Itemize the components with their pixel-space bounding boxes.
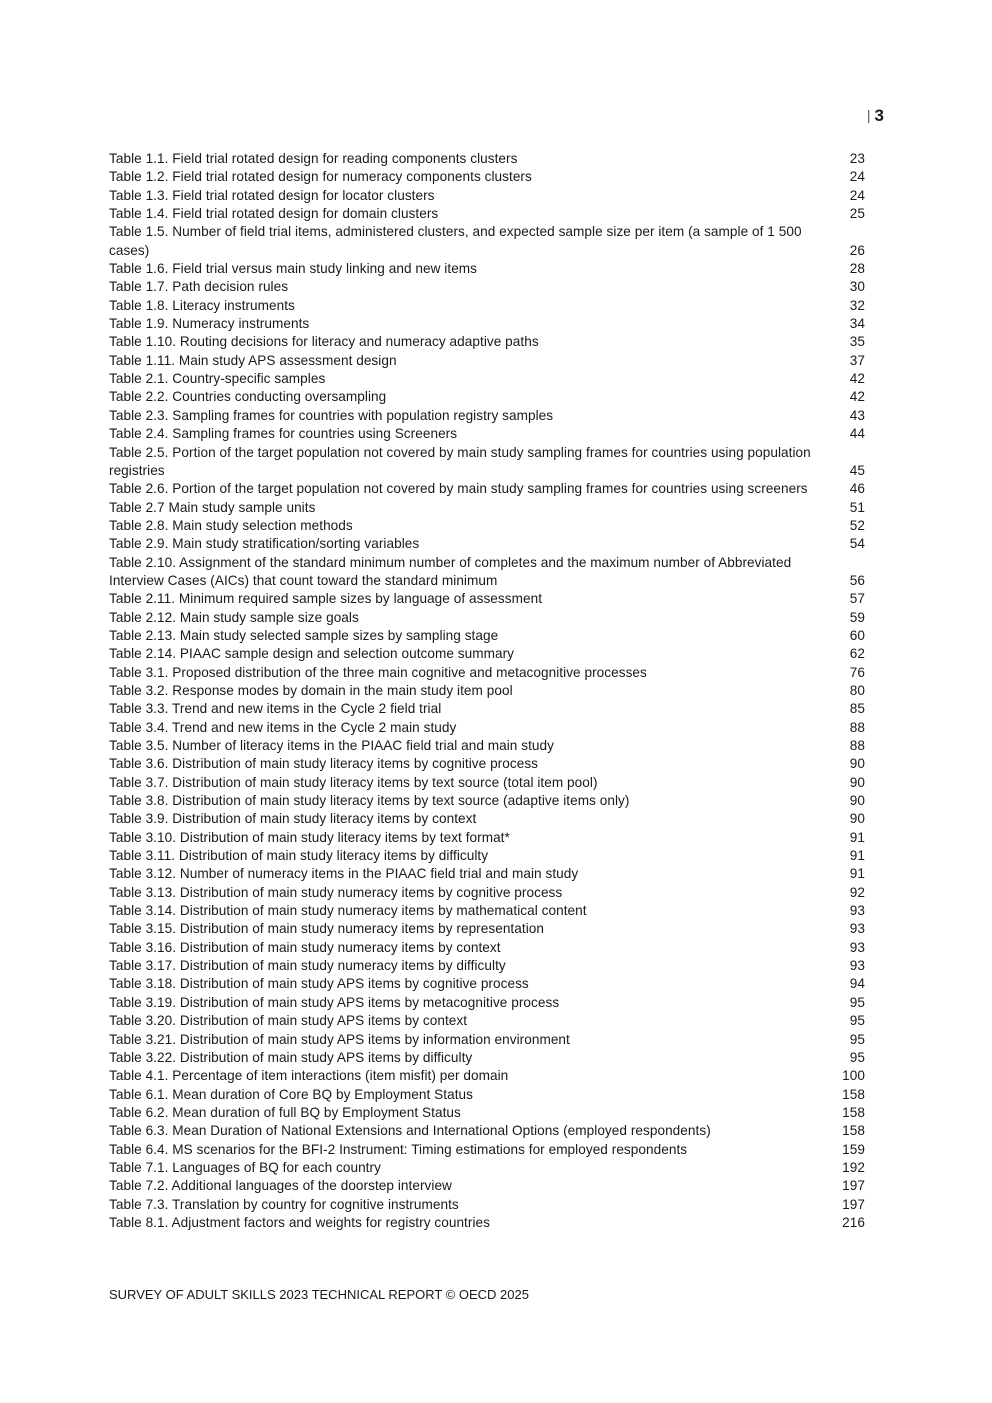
page-number-value: 3	[874, 106, 884, 125]
toc-entry-title: Table 3.16. Distribution of main study numeracy items by context	[109, 939, 501, 955]
toc-entry-title: Table 7.2. Additional languages of the doorstep interview	[109, 1178, 452, 1194]
toc-entry-page: 34	[849, 316, 865, 332]
toc-entry[interactable]	[109, 1141, 865, 1159]
toc-entry[interactable]	[109, 1031, 865, 1049]
toc-entry[interactable]	[109, 1012, 865, 1030]
toc-entry[interactable]	[109, 975, 865, 993]
toc-entry-title: Table 2.7 Main study sample units	[109, 499, 316, 515]
toc-entry-page: 95	[849, 994, 865, 1010]
toc-entry-title: Table 3.9. Distribution of main study literacy items by context	[109, 811, 477, 827]
toc-entry[interactable]	[109, 333, 865, 351]
toc-entry-page: 95	[849, 1049, 865, 1065]
toc-entry-title: Table 1.4. Field trial rotated design for domain clusters	[109, 206, 439, 222]
toc-entry-title: Table 3.18. Distribution of main study APS items by cognitive process	[109, 976, 529, 992]
toc-entry-page: 25	[849, 206, 865, 222]
toc-entry-page: 32	[849, 297, 865, 313]
toc-entry-page: 24	[849, 187, 865, 203]
toc-entry-page: 95	[849, 1013, 865, 1029]
toc-entry[interactable]	[109, 388, 865, 406]
toc-entry-page: 24	[849, 169, 865, 185]
page-number-separator: |	[866, 107, 871, 123]
toc-entry-title: Table 3.1. Proposed distribution of the three main cognitive and metacognitive processes	[109, 664, 647, 680]
toc-entry[interactable]	[109, 865, 865, 883]
page-number	[867, 106, 884, 126]
toc-entry[interactable]	[109, 1104, 865, 1122]
toc-entry-title: Table 3.19. Distribution of main study APS items by metacognitive process	[109, 994, 560, 1010]
toc-entry-title: Table 6.1. Mean duration of Core BQ by Employment Status	[109, 1086, 473, 1102]
toc-entry-title: Table 2.8. Main study selection methods	[109, 517, 353, 533]
toc-entry[interactable]	[109, 444, 865, 481]
toc-entry-title: Table 3.8. Distribution of main study literacy items by text source (adaptive items only)	[109, 793, 630, 809]
toc-entry-page: 95	[849, 1031, 865, 1047]
toc-entry-title: Table 6.3. Mean Duration of National Extensions and International Options (employed respondents)	[109, 1123, 711, 1139]
toc-entry-title: Table 4.1. Percentage of item interactions (item misfit) per domain	[109, 1068, 509, 1084]
toc-entry-page: 88	[849, 719, 865, 735]
toc-entry-title: Table 3.5. Number of literacy items in the PIAAC field trial and main study	[109, 738, 554, 753]
toc-entry-title: Table 3.22. Distribution of main study APS items by difficulty	[109, 1049, 473, 1065]
toc-entry[interactable]	[109, 1159, 865, 1177]
toc-entry[interactable]	[109, 719, 865, 737]
toc-entry[interactable]	[109, 425, 865, 443]
toc-entry[interactable]	[109, 902, 865, 920]
toc-entry[interactable]	[109, 829, 865, 847]
toc-entry-page: 57	[849, 591, 865, 607]
toc-entry[interactable]	[109, 1049, 865, 1067]
toc-entry[interactable]	[109, 278, 865, 296]
toc-entry-page: 158	[842, 1123, 865, 1139]
toc-entry-title: Table 7.1. Languages of BQ for each country	[109, 1159, 381, 1175]
toc-entry-title: Table 2.14. PIAAC sample design and selection outcome summary	[109, 646, 515, 662]
toc-entry-page: 37	[849, 352, 865, 368]
toc-entry[interactable]	[109, 535, 865, 553]
toc-entry[interactable]	[109, 150, 865, 168]
toc-entry[interactable]	[109, 957, 865, 975]
toc-entry-title: Table 3.14. Distribution of main study numeracy items by mathematical content	[109, 903, 587, 919]
toc-entry-title: Table 3.17. Distribution of main study numeracy items by difficulty	[109, 958, 506, 974]
toc-entry[interactable]	[109, 187, 865, 205]
toc-entry-title: Table 3.20. Distribution of main study APS items by context	[109, 1013, 468, 1029]
toc-entry-page: 93	[849, 921, 865, 937]
toc-entry[interactable]	[109, 480, 865, 498]
toc-entry[interactable]	[109, 223, 865, 260]
toc-entry[interactable]	[109, 810, 865, 828]
toc-entry[interactable]	[109, 297, 865, 315]
toc-entry[interactable]	[109, 994, 865, 1012]
toc-entry-title: Table 1.5. Number of field trial items, administered clusters, and expected sample size per item (a sample of 1 500 cases)	[109, 224, 802, 258]
toc-entry-title: Table 3.12. Number of numeracy items in the PIAAC field trial and main study	[109, 866, 579, 882]
toc-entry[interactable]	[109, 847, 865, 865]
toc-entry-page: 100	[842, 1068, 865, 1084]
toc-entry-page: 159	[842, 1141, 865, 1157]
toc-entry-page: 51	[849, 499, 865, 515]
toc-entry[interactable]	[109, 627, 865, 645]
toc-entry-title: Table 1.11. Main study APS assessment design	[109, 352, 397, 368]
toc-entry-page: 28	[849, 261, 865, 277]
toc-entry[interactable]	[109, 205, 865, 223]
page-footer: SURVEY OF ADULT SKILLS 2023 TECHNICAL REPORT © OECD 2025	[109, 1287, 529, 1302]
toc-entry-page: 60	[849, 627, 865, 643]
toc-entry[interactable]	[109, 1214, 865, 1232]
toc-entry-title: Table 8.1. Adjustment factors and weights for registry countries	[109, 1214, 490, 1230]
toc-entry-title: Table 1.10. Routing decisions for literacy and numeracy adaptive paths	[109, 334, 539, 350]
toc-entry-page: 52	[849, 517, 865, 533]
toc-entry-title: Table 2.4. Sampling frames for countries using Screeners	[109, 426, 458, 442]
toc-entry-page: 93	[849, 903, 865, 919]
toc-entry-page: 56	[849, 572, 865, 588]
toc-entry[interactable]	[109, 407, 865, 425]
toc-entry[interactable]	[109, 1177, 865, 1195]
toc-entry-page: 85	[849, 701, 865, 717]
toc-entry-page: 90	[849, 793, 865, 809]
toc-entry[interactable]	[109, 939, 865, 957]
toc-entry-title: Table 3.6. Distribution of main study literacy items by cognitive process	[109, 756, 539, 772]
toc-entry-title: Table 1.7. Path decision rules	[109, 279, 289, 295]
toc-entry-title: Table 3.4. Trend and new items in the Cycle 2 main study	[109, 719, 457, 735]
toc-entry-page: 88	[849, 738, 865, 753]
toc-entry-title: Table 6.2. Mean duration of full BQ by Employment Status	[109, 1104, 461, 1120]
toc-entry[interactable]	[109, 1067, 865, 1085]
toc-entry-page: 62	[849, 646, 865, 662]
toc-entry[interactable]	[109, 590, 865, 608]
toc-entry-page: 192	[842, 1159, 865, 1175]
toc-entry-page: 30	[849, 279, 865, 295]
toc-entry-page: 91	[849, 848, 865, 864]
toc-entry[interactable]	[109, 260, 865, 278]
toc-entry-page: 44	[849, 426, 865, 442]
toc-entry-title: Table 3.7. Distribution of main study literacy items by text source (total item pool)	[109, 774, 598, 790]
toc-entry[interactable]	[109, 792, 865, 810]
toc-entry-page: 80	[849, 682, 865, 698]
toc-entry-page: 91	[849, 829, 865, 845]
toc-entry[interactable]	[109, 517, 865, 535]
toc-entry-page: 93	[849, 958, 865, 974]
toc-entry-page: 42	[849, 371, 865, 387]
toc-entry-page: 45	[849, 462, 865, 478]
toc-entry[interactable]	[109, 884, 865, 902]
toc-entry-title: Table 3.13. Distribution of main study numeracy items by cognitive process	[109, 884, 563, 900]
toc-entry[interactable]	[109, 737, 865, 755]
toc-entry-page: 158	[842, 1086, 865, 1102]
toc-entry-page: 42	[849, 389, 865, 405]
toc-entry-page: 158	[842, 1104, 865, 1120]
toc-entry-page: 197	[842, 1196, 865, 1212]
toc-entry-page: 91	[849, 866, 865, 882]
toc-entry-page: 76	[849, 664, 865, 680]
toc-entry[interactable]	[109, 609, 865, 627]
toc-entry-page: 216	[842, 1214, 865, 1230]
toc-entry-title: Table 1.3. Field trial rotated design for locator clusters	[109, 187, 435, 203]
toc-entry-title: Table 3.2. Response modes by domain in the main study item pool	[109, 682, 513, 698]
toc-entry[interactable]	[109, 499, 865, 517]
toc-entry-page: 94	[849, 976, 865, 992]
toc-entry[interactable]	[109, 645, 865, 663]
toc-entry[interactable]	[109, 1086, 865, 1104]
toc-entry-title: Table 2.5. Portion of the target population not covered by main study sampling frames for countries using population registries	[109, 444, 811, 478]
toc-entry-title: Table 2.2. Countries conducting oversampling	[109, 389, 387, 405]
toc-entry[interactable]	[109, 700, 865, 718]
toc-entry-title: Table 3.10. Distribution of main study literacy items by text format*	[109, 829, 510, 845]
toc-entry-page: 26	[849, 242, 865, 258]
toc-entry-page: 90	[849, 774, 865, 790]
toc-entry[interactable]	[109, 370, 865, 388]
toc-entry[interactable]	[109, 682, 865, 700]
toc-entry[interactable]	[109, 168, 865, 186]
toc-entry[interactable]	[109, 920, 865, 938]
toc-entry-title: Table 2.9. Main study stratification/sorting variables	[109, 536, 420, 552]
toc-entry-title: Table 1.1. Field trial rotated design for reading components clusters	[109, 151, 518, 166]
toc-entry-title: Table 3.11. Distribution of main study literacy items by difficulty	[109, 848, 489, 864]
toc-entry-page: 54	[849, 536, 865, 552]
toc-entry-title: Table 6.4. MS scenarios for the BFI-2 Instrument: Timing estimations for employed respondents	[109, 1141, 688, 1157]
toc-entry-page: 46	[849, 481, 865, 497]
toc-entry-title: Table 3.15. Distribution of main study numeracy items by representation	[109, 921, 544, 937]
toc-entry[interactable]	[109, 315, 865, 333]
toc-entry[interactable]	[109, 755, 865, 773]
toc-entry[interactable]	[109, 664, 865, 682]
toc-entry-title: Table 1.9. Numeracy instruments	[109, 316, 310, 332]
toc-entry-title: Table 1.8. Literacy instruments	[109, 297, 295, 313]
toc-entry-title: Table 1.6. Field trial versus main study linking and new items	[109, 261, 478, 277]
toc-entry-page: 90	[849, 811, 865, 827]
toc-entry-page: 197	[842, 1178, 865, 1194]
toc-entry-title: Table 1.2. Field trial rotated design for numeracy components clusters	[109, 169, 532, 185]
toc-entry-title: Table 2.13. Main study selected sample sizes by sampling stage	[109, 627, 499, 643]
toc-entry-title: Table 7.3. Translation by country for cognitive instruments	[109, 1196, 459, 1212]
toc-entry-page: 23	[849, 151, 865, 166]
toc-entry-title: Table 2.12. Main study sample size goals	[109, 609, 359, 625]
toc-entry-page: 90	[849, 756, 865, 772]
toc-entry-title: Table 3.21. Distribution of main study APS items by information environment	[109, 1031, 570, 1047]
toc-entry[interactable]	[109, 774, 865, 792]
toc-entry[interactable]	[109, 554, 865, 591]
table-of-contents-list	[109, 150, 865, 1232]
toc-entry-title: Table 2.11. Minimum required sample sizes by language of assessment	[109, 591, 543, 607]
toc-entry-title: Table 2.3. Sampling frames for countries with population registry samples	[109, 407, 554, 423]
toc-entry-page: 43	[849, 407, 865, 423]
toc-entry-title: Table 2.1. Country-specific samples	[109, 371, 326, 387]
toc-entry[interactable]	[109, 1122, 865, 1140]
toc-entry-page: 93	[849, 939, 865, 955]
toc-entry-page: 92	[849, 884, 865, 900]
toc-entry-title: Table 2.10. Assignment of the standard minimum number of completes and the maximum number of Abbreviated Interview Cases (AICs) that count toward the standard minimum	[109, 554, 792, 588]
toc-entry-title: Table 3.3. Trend and new items in the Cycle 2 field trial	[109, 701, 442, 717]
toc-entry[interactable]	[109, 352, 865, 370]
toc-entry-page: 35	[849, 334, 865, 350]
toc-entry[interactable]	[109, 1196, 865, 1214]
toc-entry-page: 59	[849, 609, 865, 625]
toc-entry-title: Table 2.6. Portion of the target population not covered by main study sampling frames for countries using screeners	[109, 481, 808, 497]
